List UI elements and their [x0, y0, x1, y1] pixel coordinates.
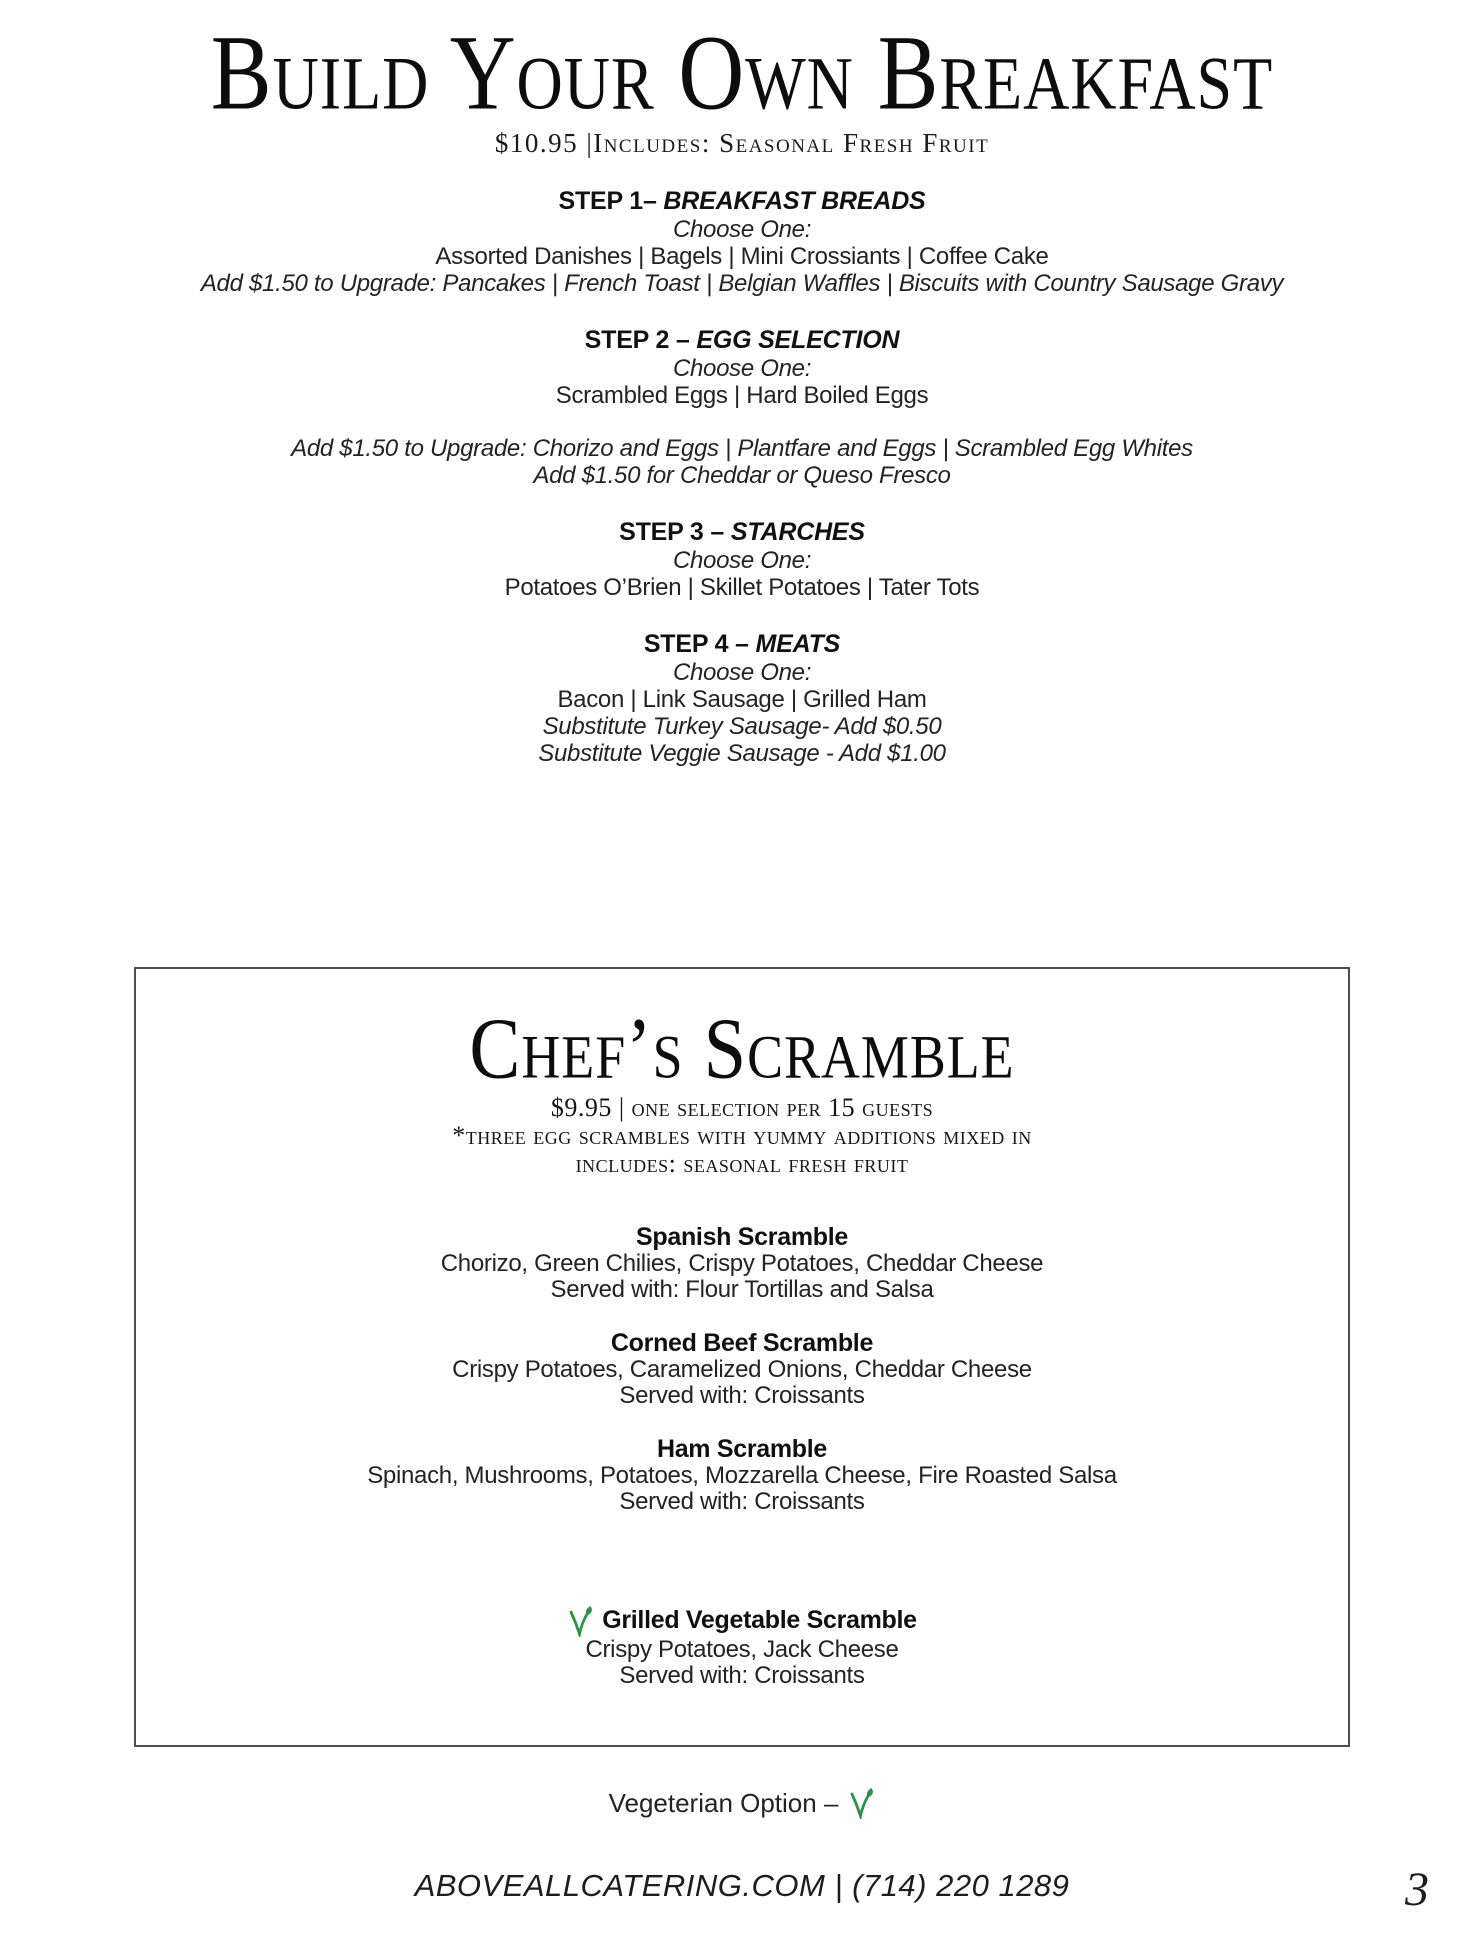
step-label: STEP 3 –	[619, 517, 731, 546]
scramble-item-ham	[156, 1436, 1328, 1515]
panel-note-line: *three egg scrambles with yummy additions mixed in	[452, 1120, 1032, 1150]
panel-title: Chef’s Scramble	[469, 998, 1015, 1096]
step-category: EGG SELECTION	[696, 325, 900, 354]
step-title	[0, 186, 1484, 216]
step-label: STEP 1–	[558, 186, 664, 215]
footer-contact: ABOVEALLCATERING.COM | (714) 220 1289	[414, 1867, 1070, 1903]
scramble-item-corned-beef	[156, 1330, 1328, 1409]
choose-one-label: Choose One:	[672, 546, 812, 574]
item-description: Crispy Potatoes, Caramelized Onions, Cheddar Cheese	[452, 1355, 1032, 1383]
item-served: Served with: Croissants	[619, 1381, 865, 1409]
scramble-item-spanish	[156, 1224, 1328, 1303]
item-name-text: Corned Beef Scramble	[610, 1328, 874, 1357]
panel-price-line: $9.95 | one selection per 15 guests	[550, 1092, 934, 1122]
item-name	[156, 1605, 1328, 1637]
step-title	[0, 517, 1484, 547]
step-options: Potatoes O’Brien | Skillet Potatoes | Tater Tots	[504, 573, 980, 601]
item-name-text: Ham Scramble	[656, 1434, 828, 1463]
item-served: Served with: Croissants	[619, 1487, 865, 1515]
substitute-note: Substitute Turkey Sausage- Add $0.50	[542, 712, 942, 740]
item-description: Chorizo, Green Chilies, Crispy Potatoes, Cheddar Cheese	[440, 1249, 1044, 1277]
upgrade-note: Add $1.50 to Upgrade: Chorizo and Eggs | Plantfare and Eggs | Scrambled Egg Whites	[291, 434, 1193, 462]
step-options: Scrambled Eggs | Hard Boiled Eggs	[555, 381, 929, 409]
substitute-note: Substitute Veggie Sausage - Add $1.00	[538, 739, 946, 767]
page-title: Build Your Own Breakfast	[210, 13, 1274, 133]
upgrade-notes	[0, 435, 1484, 489]
step-category: MEATS	[755, 629, 841, 658]
choose-one-label: Choose One:	[672, 354, 812, 382]
scramble-item-grilled-vegetable	[156, 1605, 1328, 1689]
step-title	[0, 325, 1484, 355]
upgrade-note: Add $1.50 for Cheddar or Queso Fresco	[533, 461, 951, 489]
item-name	[156, 1330, 1328, 1357]
vegetarian-icon	[848, 1787, 875, 1819]
step-section-breakfast-breads	[0, 186, 1484, 297]
step-section-starches	[0, 517, 1484, 601]
item-served: Served with: Flour Tortillas and Salsa	[550, 1275, 934, 1303]
step-options: Assorted Danishes | Bagels | Mini Crossiants | Coffee Cake	[435, 242, 1049, 270]
item-served: Served with: Croissants	[619, 1661, 865, 1689]
step-section-meats	[0, 629, 1484, 767]
menu-subtitle: $10.95 |Includes: Seasonal Fresh Fruit	[494, 127, 990, 158]
vegetarian-legend	[0, 1787, 1484, 1819]
page-number: 3	[1405, 1863, 1429, 1916]
item-name-text: Spanish Scramble	[636, 1222, 848, 1251]
choose-one-label: Choose One:	[672, 215, 812, 243]
panel-includes-line: includes: seasonal fresh fruit	[575, 1148, 909, 1178]
item-name	[156, 1224, 1328, 1251]
step-category: BREAKFAST BREADS	[663, 186, 926, 215]
item-description: Spinach, Mushrooms, Potatoes, Mozzarella Cheese, Fire Roasted Salsa	[367, 1461, 1117, 1489]
step-title	[0, 629, 1484, 659]
choose-one-label: Choose One:	[672, 658, 812, 686]
step-options: Bacon | Link Sausage | Grilled Ham	[557, 685, 927, 713]
step-label: STEP 2 –	[584, 325, 697, 354]
step-category: STARCHES	[730, 517, 865, 546]
vegetarian-legend-label: Vegeterian Option –	[608, 1787, 839, 1818]
item-description: Crispy Potatoes, Jack Cheese	[585, 1635, 899, 1663]
item-name-text: Grilled Vegetable Scramble	[602, 1606, 917, 1635]
chefs-scramble-panel	[134, 967, 1350, 1747]
step-section-egg-selection	[0, 325, 1484, 489]
item-name	[156, 1436, 1328, 1463]
upgrade-note: Add $1.50 to Upgrade: Pancakes | French Toast | Belgian Waffles | Biscuits with Country Sausage Gravy	[200, 269, 1284, 297]
step-label: STEP 4 –	[643, 629, 756, 658]
vegetarian-icon	[567, 1605, 594, 1637]
